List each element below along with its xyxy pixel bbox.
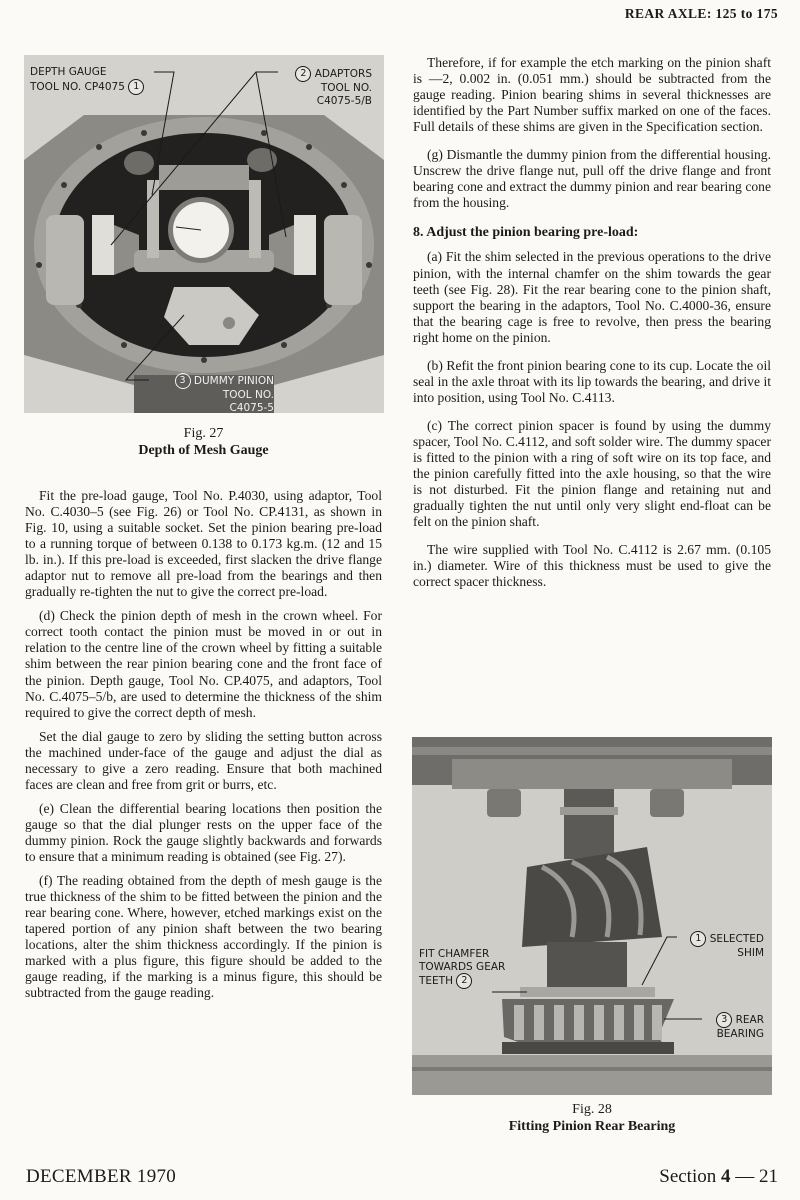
selected-shim-title: SELECTED [709,933,764,945]
footer-page-suffix: — 21 [730,1166,778,1187]
running-head: REAR AXLE: 125 to 175 [624,6,778,21]
callout-number-3: 3 [716,1012,732,1028]
depth-gauge-tool-number: TOOL NO. CP4075 [30,80,125,93]
dummy-pinion-title: DUMMY PINION [193,375,274,387]
paragraph-d-depth-of-mesh: (d) Check the pinion depth of mesh in the crown wheel. For correct tooth contact the pinion must be moved in or out in relation to the centre line of the crown wheel by fitting a suitable shim between the rear pinion bearing cone and the front face of the pinion. Depth gauge, Tool No. CP.4075, and adaptors, Tool No. C.4075–5/b, are used to determine the thickness of the shim required to give the correct depth of mesh. [25,608,382,720]
right-column-text [413,55,771,590]
paragraph-e-clean-bearing-locations: (e) Clean the differential bearing locations then position the gauge so that the dial plunger rests on the upper face of the dummy pinion. Rock the gauge slightly backwards and forwards to ensure that a minimum reading is obtained (see Fig. 27). [25,800,382,864]
paragraph-wire-supplied: The wire supplied with Tool No. C.4112 is 2.67 mm. (0.105 in.) diameter. Wire of this thickness must be used to give the correct spacer thickness. [413,542,771,590]
callout-number-2: 2 [295,66,311,82]
footer-section-label: Section [659,1166,721,1187]
footer-section-number: 4 [721,1166,731,1187]
selected-shim-label-line2: SHIM [737,947,764,959]
paragraph-set-dial-gauge: Set the dial gauge to zero by sliding the setting button across the machined under-face of the gauge and adjust the dial as necessary to give a zero reading. Ensure that both machined faces are clean and free from grit or burrs, etc. [25,728,382,792]
left-column-text [25,488,382,1001]
figure-27-number: Fig. 27 [183,426,224,441]
adaptors-title: ADAPTORS [314,68,372,80]
fit-chamfer-teeth: TEETH [419,975,453,987]
footer-date: DECEMBER 1970 [26,1166,177,1187]
adaptors-label-line1 [295,66,372,82]
callout-number-3: 3 [175,373,191,389]
callout-number-1: 1 [128,79,144,95]
depth-gauge-label-line2 [30,79,144,95]
figure-27-caption [25,425,382,459]
paragraph-etch-marking-example: Therefore, if for example the etch marking on the pinion shaft is —2, 0.002 in. (0.051 mm.) should be subtracted from the gauge reading. Pinion bearing shims in several thicknesses are identified by the Part Number suffix marked on one of the faces. Full details of these shims are given in the Specification section. [413,55,771,135]
depth-gauge-illustration [24,55,384,413]
pinion-bearing-illustration [412,737,772,1095]
dummy-pinion-label-line1 [129,373,274,389]
adaptors-label-line3: C4075-5/B [316,94,372,107]
figure-28-number: Fig. 28 [572,1102,612,1117]
paragraph-f-reading-obtained: (f) The reading obtained from the depth of mesh gauge is the true thickness of the shim to be fitted between the pinion and the rear bearing cone. Where, however, etched markings exist on the tapered portion of any pinion shaft between the two bearing locations, alter the shim thickness accordingly. If the pinion is marked with a plus figure, this figure should be added to the gauge reading, if the marking is a minus figure, this should be subtracted from the gauge reading. [25,873,382,1001]
rear-bearing-label-line2: BEARING [716,1028,764,1040]
figure-28-fitting-pinion-rear-bearing-photo [412,737,772,1095]
dummy-pinion-label [129,373,274,413]
dummy-pinion-label-line3: C4075-5 [229,401,274,413]
rear-bearing-title: REAR [735,1014,764,1026]
fit-chamfer-label [419,948,505,989]
selected-shim-label [690,931,764,960]
paragraph-a-fit-shim: (a) Fit the shim selected in the previous operations to the drive pinion, with the internal chamfer on the shim towards the gear teeth (see Fig. 28). Fit the rear bearing cone to the pinion shaft, support the bearing in the adaptors, Tool No. C.4000-36, ensure that the bearing cage is free to revolve, then press the bearing right home on the pinion. [413,249,771,345]
fit-chamfer-label-line1: FIT CHAMFER [419,948,490,960]
paragraph-c-pinion-spacer: (c) The correct pinion spacer is found by using the dummy spacer, Tool No. C.4112, and soft solder wire. The dummy spacer is fitted to the pinion with a ring of soft wire on its top face, and the pinion carefully fitted into the axle housing, so that the wire is not disturbed. Fit the pinion flange and retaining nut and gradually tighten the nut until only very slight end-float can be felt on the pinion shaft. [413,417,771,530]
figure-28-title: Fitting Pinion Rear Bearing [508,1119,676,1134]
figure-27-depth-of-mesh-gauge-photo [24,55,384,413]
section-heading-adjust-preload: 8. Adjust the pinion bearing pre-load: [413,225,639,241]
callout-number-1: 1 [690,931,706,947]
dummy-pinion-label-line2: TOOL NO. [222,389,274,401]
fit-chamfer-label-line3 [419,973,505,989]
depth-gauge-label-line1: DEPTH GAUGE [30,66,107,78]
fit-chamfer-label-line2: TOWARDS GEAR [419,960,506,973]
rear-bearing-label-line1 [716,1012,764,1028]
rear-bearing-label [716,1012,764,1041]
paragraph-b-refit-front-bearing: (b) Refit the front pinion bearing cone to its cup. Locate the oil seal in the axle throat with its lip towards the bearing, and drive it into position, using Tool No. C.4113. [413,357,771,405]
paragraph-g-dismantle-dummy-pinion: (g) Dismantle the dummy pinion from the differential housing. Unscrew the drive flange nut, pull off the drive flange and front bearing cone and extract the dummy pinion and rear bearing cone from the housing. [413,147,771,211]
adaptors-label-line2: TOOL NO. [320,82,372,94]
figure-28-caption [413,1101,771,1135]
callout-number-2: 2 [456,973,472,989]
adaptors-label [295,66,372,107]
depth-gauge-label [30,66,144,95]
paragraph-preload-gauge: Fit the pre-load gauge, Tool No. P.4030, using adaptor, Tool No. C.4030–5 (see Fig. 26) or Tool No. CP.4131, as shown in Fig. 10, using a suitable socket. Set the pinion bearing pre-load to a running torque of between 0.138 to 0.173 kg.m. (12 and 15 lb. in.). If this pre-load is exceeded, first slacken the drive flange adaptor nut to remove all pre-load from the bearings and then gradually re-tighten the nut to give the correct pre-load. [25,488,382,600]
selected-shim-label-line1 [690,931,764,947]
figure-27-title: Depth of Mesh Gauge [138,443,269,458]
footer-page-number [659,1166,778,1188]
